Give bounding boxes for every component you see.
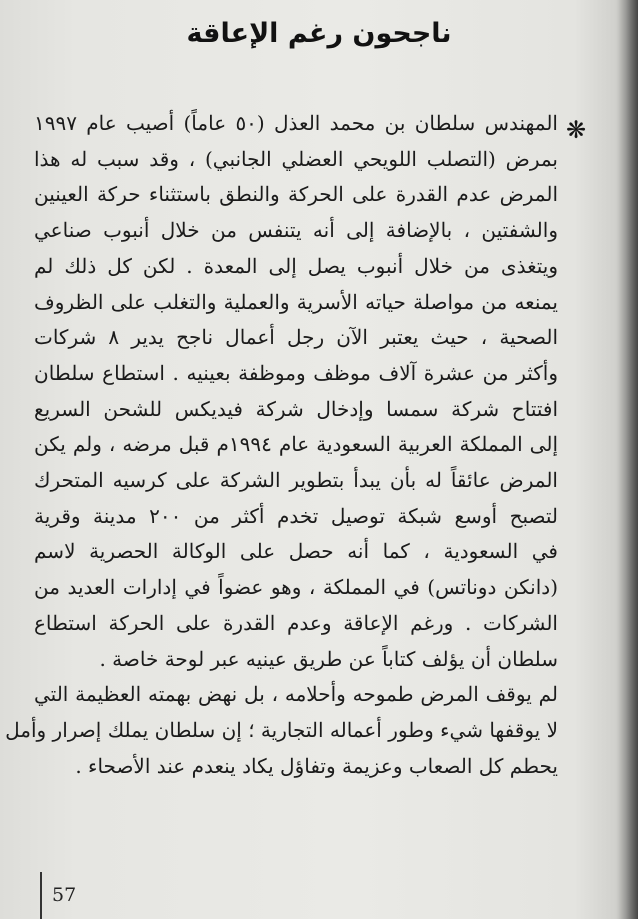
text-line: المرض عائقاً له بأن يبدأ بتطوير الشركة على كرسيه المتحرك bbox=[34, 468, 558, 493]
page-binding-shadow bbox=[616, 0, 638, 919]
text-line: يمنعه من مواصلة حياته الأسرية والعملية والتغلب على الظروف bbox=[34, 289, 558, 314]
text-line: المرض عدم القدرة على الحركة والنطق باستثناء حركة العينين bbox=[34, 182, 558, 207]
text-line: والشفتين ، بالإضافة إلى أنه يتنفس من خلال أنبوب صناعي bbox=[34, 218, 558, 243]
text-line: لتصبح أوسع شبكة توصيل تخدم أكثر من ٢٠٠ مدينة وقرية bbox=[34, 503, 559, 528]
text-line: يحطم كل الصعاب وعزيمة وتفاؤل يكاد ينعدم عند الأصحاء . bbox=[75, 753, 558, 778]
text-line: سلطان أن يؤلف كتاباً عن طريق عينيه عبر لوحة خاصة . bbox=[99, 646, 558, 671]
text-line: بمرض (التصلب اللويحي العضلي الجانبي) ، وقد سبب له هذا bbox=[34, 146, 558, 171]
text-line: ويتغذى من خلال أنبوب يصل إلى المعدة . لكن كل ذلك لم bbox=[34, 253, 558, 278]
text-line: إلى المملكة العربية السعودية عام ١٩٩٤م قبل مرضه ، ولم يكن bbox=[34, 432, 558, 457]
text-line: الصحية ، حيث يعتبر الآن رجل أعمال ناجح يدير ٨ شركات bbox=[34, 325, 559, 350]
bullet-ornament-icon: ❋ bbox=[566, 116, 587, 144]
page-title: ناجحون رغم الإعاقة bbox=[186, 18, 452, 49]
footer-divider bbox=[40, 872, 42, 919]
body-text bbox=[5, 106, 559, 784]
text-line: لا يوقفها شيء وطور أعماله التجارية ؛ إن سلطان يملك إصرار وأمل bbox=[5, 717, 558, 742]
text-line: الشركات . ورغم الإعاقة وعدم القدرة على الحركة استطاع bbox=[34, 610, 558, 635]
page-number: 57 bbox=[52, 884, 77, 906]
text-line: المهندس سلطان بن محمد العذل (٥٠ عاماً) أصيب عام ١٩٩٧ bbox=[34, 111, 558, 135]
text-line: وأكثر من عشرة آلاف موظف وموظفة بعينيه . استطاع سلطان bbox=[34, 360, 558, 385]
text-line: افتتاح شركة سمسا وإدخال شركة فيديكس للشحن السريع bbox=[34, 396, 558, 421]
text-line: (دانكن دوناتس) في المملكة ، وهو عضواً في إدارات العديد من bbox=[34, 575, 558, 600]
text-line: في السعودية ، كما أنه حصل على الوكالة الحصرية لاسم bbox=[34, 539, 558, 564]
text-line: لم يوقف المرض طموحه وأحلامه ، بل نهض بهمته العظيمة التي bbox=[34, 682, 558, 707]
